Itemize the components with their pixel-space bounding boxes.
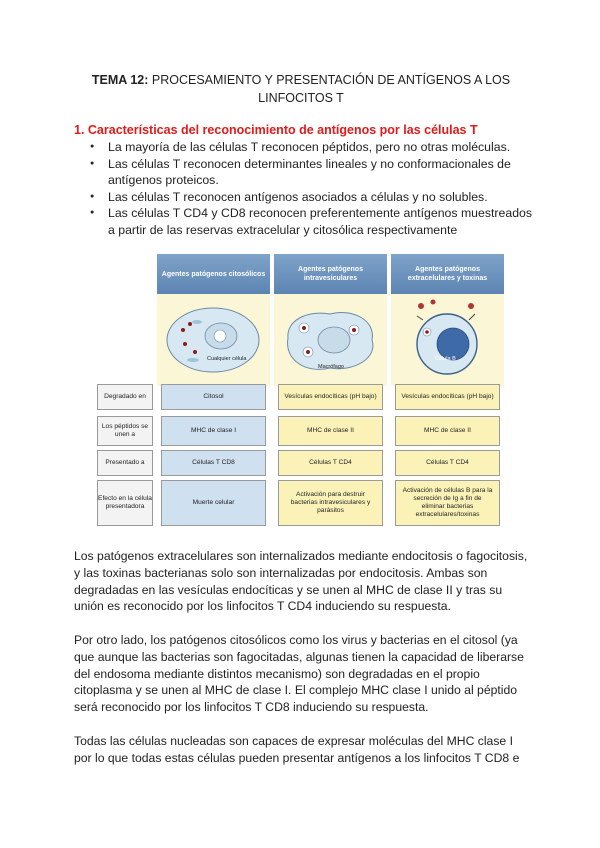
cell-bind-extracellular: MHC de clase II	[395, 416, 500, 446]
cell-illustration-macrophage	[274, 294, 387, 386]
page-title	[78, 71, 524, 107]
cell-illustration-b-cell	[391, 294, 504, 386]
row-label-effect: Efecto en la célula presentadora	[97, 480, 153, 526]
any-cell-icon	[157, 294, 270, 386]
row-label-bind: Los péptidos se unen a	[97, 416, 153, 446]
section-heading: 1. Características del reconocimiento de antígenos por las células T	[74, 123, 478, 137]
row-label-presented: Presentado a	[97, 450, 153, 476]
macrophage-icon	[274, 294, 387, 386]
bullet-item: ● Las células T reconocen antígenos asociados a células y no solubles.	[74, 189, 534, 206]
antigen-presentation-figure	[97, 254, 506, 526]
cell-presented-extracellular: Células T CD4	[395, 450, 500, 476]
bullet-item: ● La mayoría de las células T reconocen péptidos, pero no otras moléculas.	[74, 139, 534, 156]
cell-label-any: Cualquier célula	[207, 356, 247, 362]
cell-bind-cytosolic: MHC de clase I	[161, 416, 266, 446]
b-cell-icon	[391, 294, 504, 386]
cell-illustration-any-cell	[157, 294, 270, 386]
paragraph-nucleated-cells: Todas las células nucleadas son capaces de expresar moléculas del MHC clase I por lo que todas estas células pueden presentar antígenos a los linfocitos T CD8 e	[74, 734, 520, 765]
bullet-item: ● Las células T reconocen determinantes lineales y no conformacionales de antígenos proteicos.	[74, 156, 534, 189]
cell-presented-intravesicular: Células T CD4	[278, 450, 383, 476]
row-label-degraded: Degradado en	[97, 384, 153, 410]
cell-label-macrophage: Macrófago	[318, 364, 344, 370]
cell-degraded-cytosolic: Citosol	[161, 384, 266, 410]
cell-effect-extracellular: Activación de células B para la secreción de Ig a fin de eliminar bacterias extracelulares/toxinas	[395, 480, 500, 526]
figure-header-intravesicular: Agentes patógenos intravesiculares	[274, 254, 387, 294]
figure-header-extracellular: Agentes patógenos extracelulares y toxinas	[391, 254, 504, 294]
cell-bind-intravesicular: MHC de clase II	[278, 416, 383, 446]
cell-label-b: Célula B	[435, 356, 456, 362]
cell-effect-intravesicular: Activación para destruir bacterias intravesiculares y parásitos	[278, 480, 383, 526]
paragraph-cytosolic: Por otro lado, los patógenos citosólicos como los virus y bacterias en el citosol (ya que aunque las bacterias son fagocitadas, algunas tienen la capacidad de liberarse del endosoma mediante distintos mecanismo) son degradadas en el propio citoplasma y se unen al MHC de clase I. El complejo MHC clase I unido al péptido será reconocido por los linfocitos T CD8 induciendo su respuesta.	[74, 633, 524, 715]
title-bold: TEMA 12:	[91, 73, 149, 87]
bullet-item: ● Las células T CD4 y CD8 reconocen preferentemente antígenos muestreados a partir de las reservas extracelular y citosólica respectivamente	[74, 205, 534, 238]
figure-header-cytosolic: Agentes patógenos citosólicos	[157, 254, 270, 294]
cell-degraded-intravesicular: Vesículas endocíticas (pH bajo)	[278, 384, 383, 410]
cell-presented-cytosolic: Células T CD8	[161, 450, 266, 476]
title-text: PROCESAMIENTO Y PRESENTACIÓN DE ANTÍGENOS A LOS LINFOCITOS T	[148, 73, 511, 105]
cell-degraded-extracellular: Vesículas endocíticas (pH bajo)	[395, 384, 500, 410]
bullet-list	[74, 139, 534, 239]
paragraph-extracellular: Los patógenos extracelulares son internalizados mediante endocitosis o fagocitosis, y las toxinas bacterianas solo son internalizadas por endocitosis. Ambas son degradadas en las vesículas endocíticas y se unen al MHC de clase II y tras su unión es reconocido por los linfocitos T CD4 induciendo su respuesta.	[74, 549, 528, 614]
cell-effect-cytosolic: Muerte celular	[161, 480, 266, 526]
